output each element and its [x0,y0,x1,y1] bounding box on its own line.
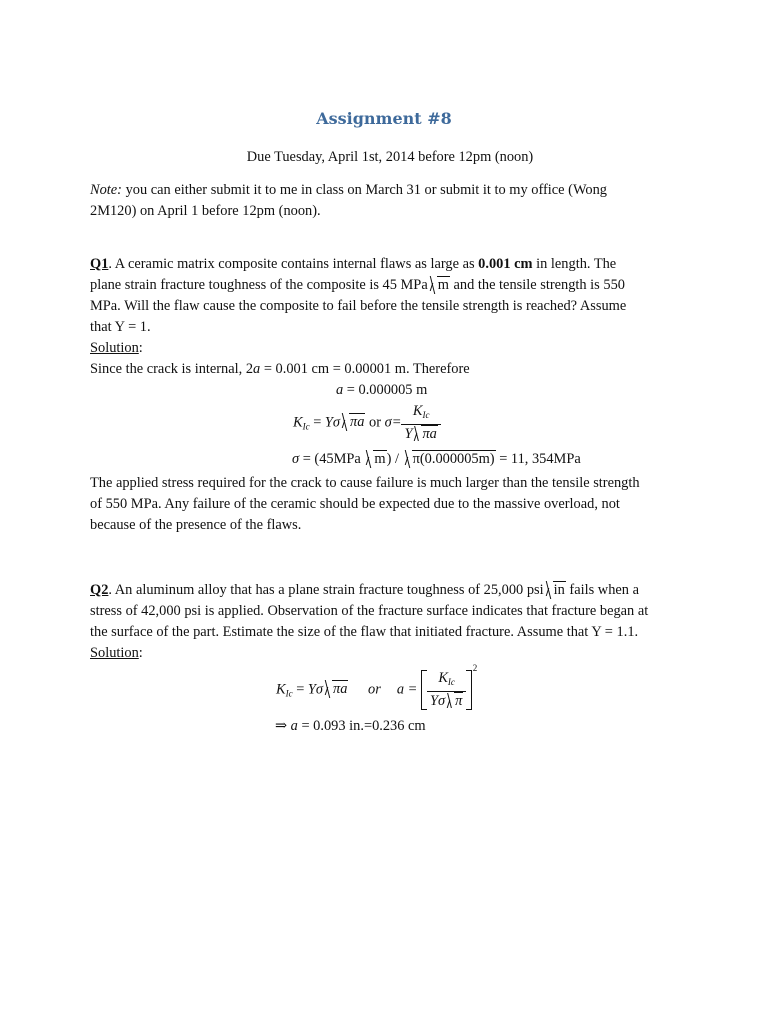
q2-line2: stress of 42,000 psi is applied. Observation of the fracture surface indicates that fracture began at [90,603,649,619]
q1-question: Q1. A ceramic matrix composite contains internal flaws as large as 0.001 cm in length. The plane strain fracture toughness of the composite is 45 MPa m and the tensile strength is 550 MPa. Will the flaw cause the composite to fail before the tensile strength is reached? Assume that Y = 1. Solution: Since the crack is internal, 2a = 0.001 cm = 0.00001 m. Therefore [90,256,627,377]
note-paragraph [90,180,690,222]
q1-solution-label: Solution [90,340,139,356]
note-text-line1: you can either submit it to me in class on March 31 or submit it to my office (Wong [121,182,607,198]
q1-sqrt-m: m [428,275,450,296]
q1-solution-line1-b: = 0.001 cm = 0.00001 m. Therefore [260,361,470,377]
note-text-line2: 2M120) on April 1 before 12pm (noon). [90,203,321,219]
q2-label: Q2 [90,582,109,598]
q1-label: Q1 [90,256,109,272]
q2-equation-kic: $K_{Ic} = Y\sigma$ πa or a = $\frac{K_{Ic}}{\text{Yσ π}}$ 2 [276,663,478,709]
q2-line3: the surface of the part. Estimate the size of the flaw that initiated fracture. Assume that Y = 1.1. [90,624,639,640]
note-label: Note: [90,182,122,198]
q1-equation-sigma: σ = (45MPa m) / π(0.000005m) = 11, 354MPa [292,449,581,470]
q1-text-b: in length. The [532,256,617,272]
q2-bracket: $\frac{K_{Ic}}{\text{Yσ π}}$ 2 [421,670,472,710]
q2-sqrt-in: in [544,580,566,601]
q1-conclusion: The applied stress required for the crack to cause failure is much larger than the tensile strength of 550 MPa. Any failure of the ceramic should be expected due to the massive overload, not because of the presence of the flaws. [90,475,640,533]
q1-line2-b: and the tensile strength is 550 [449,277,625,293]
q1-solution-line1-a: Since the crack is internal, 2 [90,361,254,377]
q1-line2-a: plane strain fracture toughness of the composite is 45 MPa [90,277,428,293]
due-date: Due Tuesday, April 1st, 2014 before 12pm (noon) [246,149,534,165]
q2-text-a: . An aluminum alloy that has a plane strain fracture toughness of 25,000 psi [108,582,544,598]
q1-line4: that Y = 1. [90,319,151,335]
q2-result: ⇒ a = 0.093 in.=0.236 cm [275,718,426,734]
q2-text-b: fails when a [565,582,639,598]
q1-flaw-size: 0.001 cm [478,256,533,272]
q1-equation-a: a = 0.000005 m [336,382,428,398]
q2-question: Q2. An aluminum alloy that has a plane strain fracture toughness of 25,000 psi in fails when a stress of 42,000 psi is applied. Observation of the fracture surface indicates that fracture began at the surface of the part. Estimate the size of the flaw that initiated fracture. Assume that Y = 1.1. Solution: [90,582,649,661]
q1-text-a: . A ceramic matrix composite contains internal flaws as large as [108,256,479,272]
q1-line3: MPa. Will the flaw cause the composite to fail before the tensile strength is reached? Assume [90,298,627,314]
q2-solution-label: Solution [90,645,139,661]
q1-fraction: $\frac{K_{Ic}}{\text{Y πa}}$ [401,403,440,443]
assignment-title: Assignment #8 [316,109,452,128]
q1-equation-kic: $K_{Ic} = Y\sigma$ πa or σ= $\frac{K_{Ic}}{\text{Y πa}}$ [293,403,441,443]
